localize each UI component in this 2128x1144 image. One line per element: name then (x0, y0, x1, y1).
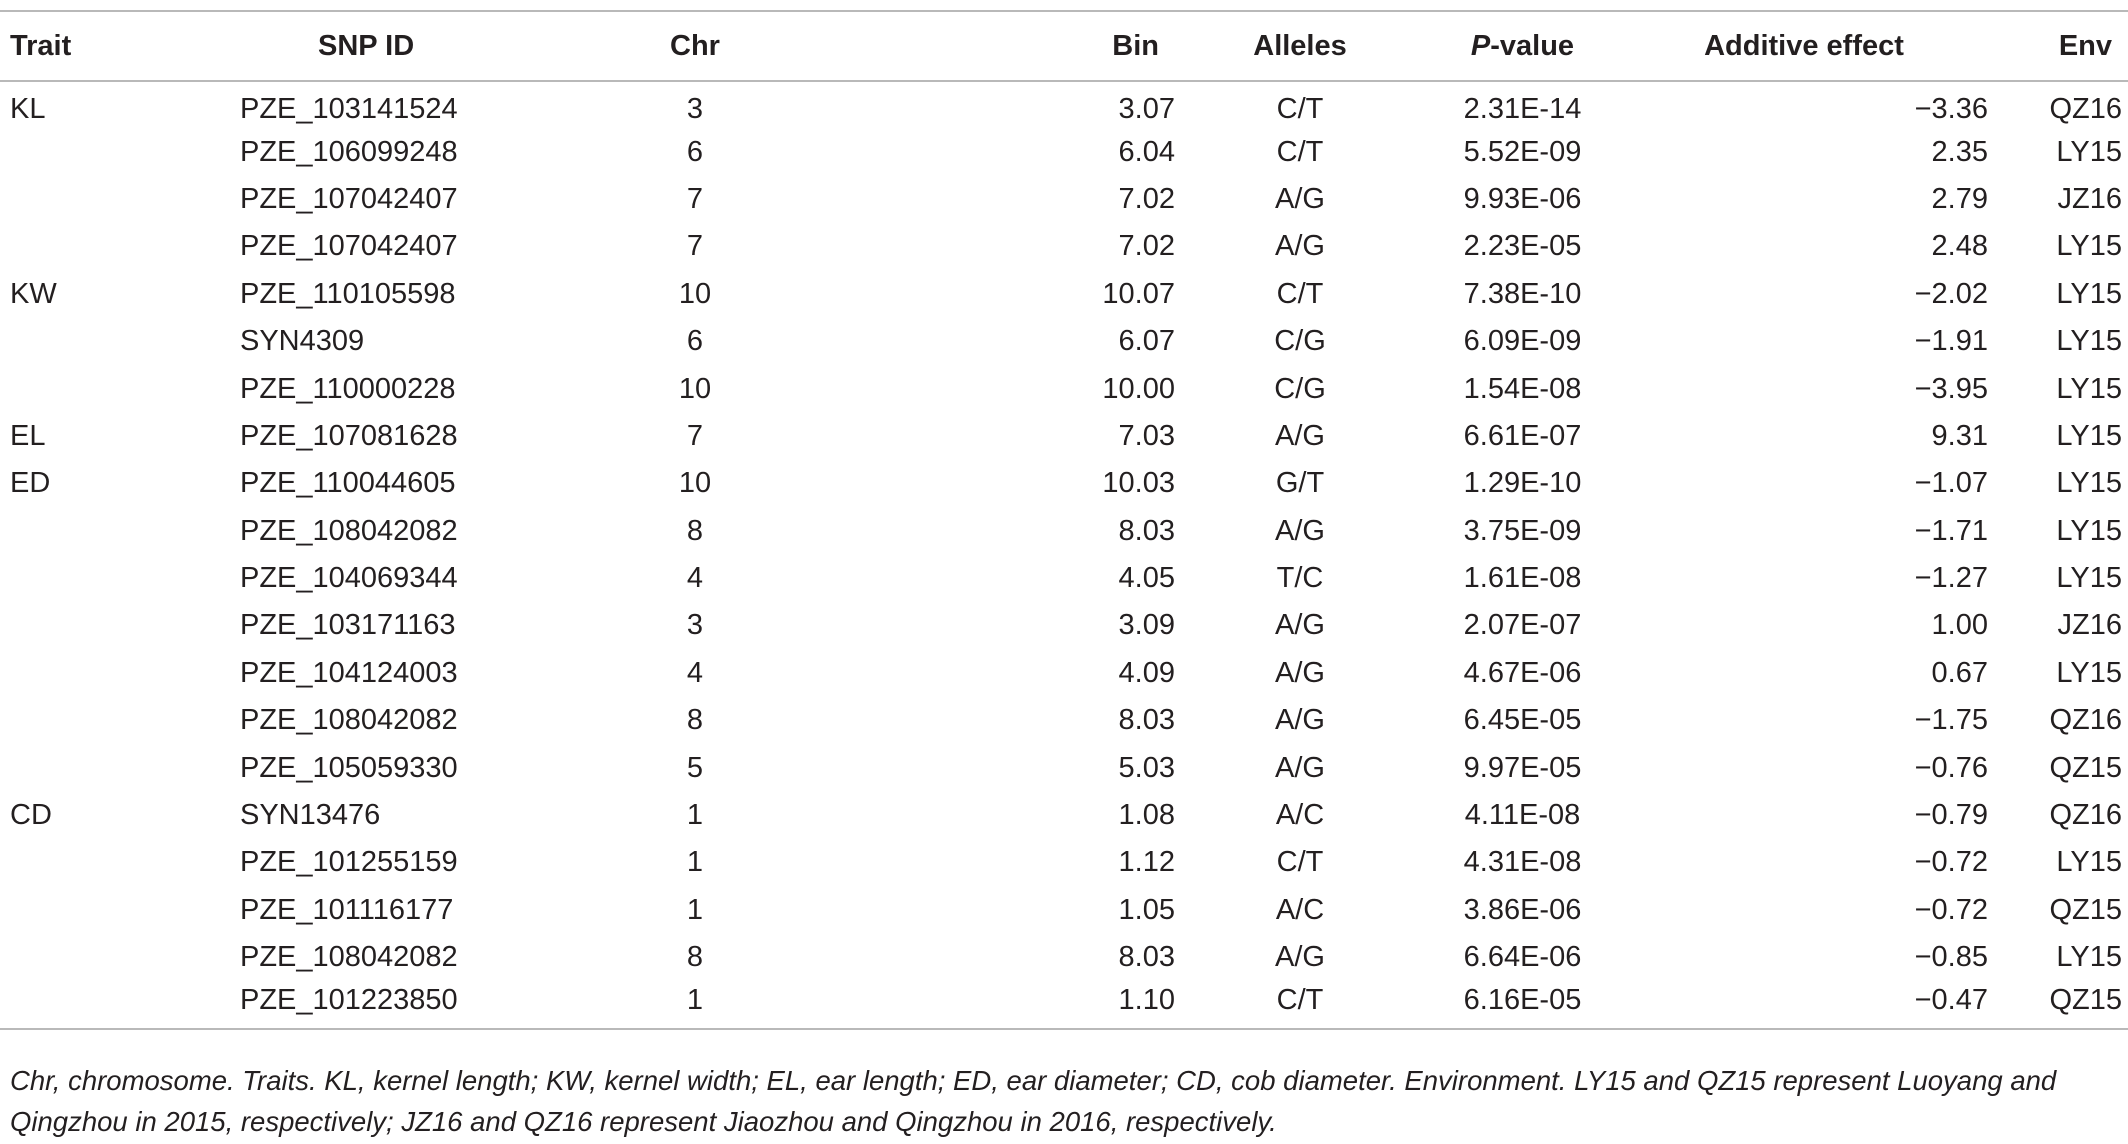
cell-env: JZ16 (2057, 182, 2122, 215)
cell-snp-id: PZE_106099248 (240, 135, 458, 168)
cell-env: JZ16 (2057, 609, 2122, 642)
cell-alleles: A/G (1275, 941, 1325, 974)
cell-bin: 5.03 (1118, 751, 1175, 784)
cell-trait (0, 508, 240, 555)
cell-snp-id: SYN13476 (240, 799, 381, 832)
cell-additive-effect: 1.00 (1931, 609, 1988, 642)
cell-env: LY15 (2056, 230, 2122, 263)
cell-trait: CD (10, 799, 52, 832)
cell-snp-id: PZE_108042082 (240, 514, 458, 547)
cell-env: LY15 (2056, 467, 2122, 500)
table-row (0, 792, 2128, 839)
cell-snp-id: PZE_108042082 (240, 941, 458, 974)
cell-env: LY15 (2056, 419, 2122, 452)
cell-alleles: C/G (1274, 325, 1326, 358)
gwas-table-container (0, 10, 2128, 1030)
cell-p-value: 4.11E-08 (1464, 799, 1581, 832)
cell-snp-id: PZE_105059330 (240, 751, 458, 784)
header-additive-effect: Additive effect (1620, 11, 1988, 81)
cell-additive-effect: −1.91 (1914, 325, 1988, 358)
cell-env: QZ15 (2049, 893, 2122, 926)
cell-p-value: 6.09E-09 (1463, 325, 1582, 358)
cell-additive-effect: −2.02 (1914, 277, 1988, 310)
cell-p-value: 6.64E-06 (1463, 941, 1582, 974)
cell-trait (0, 318, 240, 365)
header-row (0, 11, 2128, 81)
table-row (0, 81, 2128, 128)
table-row (0, 271, 2128, 318)
cell-alleles: T/C (1276, 562, 1324, 595)
header-bin: Bin (815, 11, 1175, 81)
cell-alleles: C/G (1274, 372, 1326, 405)
header-p-rest: -value (1490, 29, 1575, 62)
table-row (0, 839, 2128, 886)
cell-chr: 10 (678, 372, 712, 405)
cell-chr: 7 (686, 230, 704, 263)
cell-p-value: 6.61E-07 (1463, 419, 1582, 452)
cell-snp-id: PZE_110105598 (240, 277, 456, 310)
cell-trait: EL (10, 419, 46, 452)
cell-additive-effect: −1.27 (1914, 562, 1988, 595)
cell-env: QZ15 (1988, 981, 2128, 1028)
header-env: Env (1988, 11, 2128, 81)
cell-additive-effect: −1.71 (1914, 514, 1988, 547)
cell-env: LY15 (2056, 656, 2122, 689)
cell-env: QZ16 (2049, 92, 2122, 125)
cell-bin: 10.03 (1102, 467, 1175, 500)
cell-bin: 4.05 (1118, 562, 1175, 595)
cell-bin: 4.09 (1118, 656, 1175, 689)
cell-alleles: A/G (1275, 419, 1325, 452)
cell-alleles: C/T (1276, 92, 1324, 125)
cell-bin: 8.03 (1118, 514, 1175, 547)
cell-bin: 10.00 (1102, 372, 1175, 405)
cell-p-value: 9.93E-06 (1463, 182, 1582, 215)
cell-bin: 1.12 (1118, 846, 1175, 879)
cell-trait: KW (10, 277, 57, 310)
cell-alleles: A/G (1275, 230, 1325, 263)
cell-additive-effect: −0.72 (1914, 846, 1988, 879)
cell-env: LY15 (2056, 325, 2122, 358)
cell-p-value: 2.07E-07 (1463, 609, 1582, 642)
cell-alleles: A/C (1275, 893, 1325, 926)
table-row (0, 981, 2128, 1028)
cell-chr: 3 (686, 609, 704, 642)
cell-trait (0, 602, 240, 649)
header-trait: Trait (0, 11, 240, 81)
header-alleles: Alleles (1175, 11, 1425, 81)
cell-p-value: 7.38E-10 (1463, 277, 1582, 310)
cell-additive-effect: 0.67 (1931, 656, 1988, 689)
cell-snp-id: PZE_103171163 (240, 609, 456, 642)
cell-bin: 3.09 (1118, 609, 1175, 642)
cell-alleles: A/G (1275, 656, 1325, 689)
table-row (0, 223, 2128, 270)
cell-trait (0, 176, 240, 223)
gwas-snp-table (0, 10, 2128, 1030)
cell-bin: 7.02 (1118, 230, 1175, 263)
cell-chr: 1 (686, 893, 704, 926)
cell-p-value: 6.45E-05 (1463, 704, 1582, 737)
cell-chr: 5 (686, 751, 704, 784)
cell-bin: 8.03 (1118, 704, 1175, 737)
cell-alleles: A/G (1275, 751, 1325, 784)
cell-chr: 10 (678, 277, 712, 310)
cell-snp-id: PZE_108042082 (240, 704, 458, 737)
cell-additive-effect: −0.76 (1914, 751, 1988, 784)
cell-alleles: A/C (1275, 799, 1325, 832)
cell-p-value: 5.52E-09 (1463, 135, 1582, 168)
header-snp-id: SNP ID (240, 11, 575, 81)
cell-bin: 1.10 (815, 981, 1175, 1028)
cell-env: LY15 (2056, 562, 2122, 595)
cell-alleles: A/G (1275, 182, 1325, 215)
cell-env: QZ16 (2049, 799, 2122, 832)
cell-chr: 7 (686, 182, 704, 215)
cell-alleles: C/T (1276, 277, 1324, 310)
table-row (0, 555, 2128, 602)
cell-env: QZ16 (2049, 704, 2122, 737)
cell-trait (0, 744, 240, 791)
cell-p-value: 1.29E-10 (1463, 467, 1582, 500)
cell-snp-id: PZE_107042407 (240, 230, 458, 263)
table-row (0, 887, 2128, 934)
cell-env: LY15 (2056, 372, 2122, 405)
cell-p-value: 4.67E-06 (1463, 656, 1582, 689)
table-row (0, 365, 2128, 412)
cell-bin: 7.02 (1118, 182, 1175, 215)
cell-snp-id: PZE_104069344 (240, 562, 458, 595)
cell-chr: 8 (686, 704, 704, 737)
table-row (0, 697, 2128, 744)
cell-bin: 8.03 (1118, 941, 1175, 974)
cell-p-value: 2.23E-05 (1463, 230, 1582, 263)
cell-chr: 1 (686, 846, 704, 879)
cell-additive-effect: −0.79 (1914, 799, 1988, 832)
cell-trait (0, 650, 240, 697)
cell-bin: 6.07 (1118, 325, 1175, 358)
cell-additive-effect: 2.35 (1931, 135, 1988, 168)
table-header (0, 11, 2128, 81)
cell-env: LY15 (2056, 514, 2122, 547)
cell-snp-id: PZE_104124003 (240, 656, 458, 689)
cell-additive-effect: −1.75 (1914, 704, 1988, 737)
table-row (0, 176, 2128, 223)
cell-env: LY15 (2056, 135, 2122, 168)
header-p-value (1425, 11, 1620, 81)
cell-chr: 4 (686, 656, 704, 689)
cell-alleles: A/G (1275, 609, 1325, 642)
cell-trait: KL (10, 92, 46, 125)
cell-alleles: G/T (1275, 467, 1325, 500)
cell-trait (0, 223, 240, 270)
cell-p-value: 3.75E-09 (1463, 514, 1582, 547)
cell-bin: 7.03 (1118, 419, 1175, 452)
cell-chr: 8 (686, 941, 704, 974)
cell-additive-effect: −0.85 (1914, 941, 1988, 974)
cell-p-value: 1.61E-08 (1463, 562, 1582, 595)
cell-trait (0, 365, 240, 412)
cell-alleles: C/T (1276, 846, 1324, 879)
cell-p-value: 3.86E-06 (1463, 893, 1582, 926)
cell-bin: 6.04 (1118, 135, 1175, 168)
cell-env: LY15 (2056, 846, 2122, 879)
cell-p-value: 9.97E-05 (1463, 751, 1582, 784)
cell-chr: 8 (686, 514, 704, 547)
cell-chr: 3 (686, 92, 704, 125)
header-p-italic: P (1470, 29, 1491, 62)
table-row (0, 508, 2128, 555)
cell-snp-id: PZE_103141524 (240, 92, 458, 125)
table-row (0, 744, 2128, 791)
cell-additive-effect: −0.47 (1620, 981, 1988, 1028)
cell-bin: 10.07 (1102, 277, 1175, 310)
cell-trait (0, 981, 240, 1028)
table-row (0, 318, 2128, 365)
cell-trait: ED (10, 467, 51, 500)
cell-env: QZ15 (2049, 751, 2122, 784)
table-row (0, 460, 2128, 507)
cell-additive-effect: 2.48 (1931, 230, 1988, 263)
table-row (0, 934, 2128, 981)
cell-p-value: 1.54E-08 (1463, 372, 1582, 405)
cell-trait (0, 887, 240, 934)
cell-snp-id: PZE_110044605 (240, 467, 456, 500)
cell-chr: 4 (686, 562, 704, 595)
cell-snp-id: PZE_101116177 (240, 893, 454, 926)
table-row (0, 413, 2128, 460)
cell-additive-effect: −1.07 (1914, 467, 1988, 500)
cell-trait (0, 934, 240, 981)
cell-env: LY15 (2056, 277, 2122, 310)
cell-p-value: 4.31E-08 (1463, 846, 1582, 879)
table-body (0, 81, 2128, 1029)
cell-p-value: 6.16E-05 (1425, 981, 1620, 1028)
cell-snp-id: PZE_101223850 (240, 981, 575, 1028)
cell-chr: 1 (575, 981, 815, 1028)
cell-trait (0, 555, 240, 602)
cell-alleles: A/G (1275, 704, 1325, 737)
cell-chr: 7 (686, 419, 704, 452)
table-row (0, 650, 2128, 697)
cell-trait (0, 697, 240, 744)
cell-snp-id: PZE_110000228 (240, 372, 456, 405)
cell-bin: 3.07 (1118, 92, 1175, 125)
cell-env: LY15 (2056, 941, 2122, 974)
cell-snp-id: PZE_107042407 (240, 182, 458, 215)
cell-alleles: A/G (1275, 514, 1325, 547)
cell-p-value: 2.31E-14 (1463, 92, 1582, 125)
cell-bin: 1.08 (1118, 799, 1175, 832)
cell-trait (0, 128, 240, 175)
cell-additive-effect: 9.31 (1931, 419, 1988, 452)
cell-additive-effect: 2.79 (1931, 182, 1988, 215)
cell-chr: 1 (686, 799, 704, 832)
cell-snp-id: PZE_107081628 (240, 419, 458, 452)
cell-bin: 1.05 (1118, 893, 1175, 926)
table-footnote: Chr, chromosome. Traits. KL, kernel length; KW, kernel width; EL, ear length; ED, ear diameter; CD, cob diameter. Environment. LY15 and QZ15 represent Luoyang and Qingzhou in 2015, respectively; JZ16 and QZ16 represent Jiaozhou and Qingzhou in 2016, respectively. (10, 1065, 2057, 1137)
cell-additive-effect: −3.95 (1914, 372, 1988, 405)
table-row (0, 128, 2128, 175)
cell-alleles: C/T (1175, 981, 1425, 1028)
cell-additive-effect: −3.36 (1914, 92, 1988, 125)
cell-chr: 6 (686, 325, 704, 358)
cell-snp-id: SYN4309 (240, 325, 365, 358)
cell-chr: 6 (686, 135, 704, 168)
cell-trait (0, 839, 240, 886)
table-row (0, 602, 2128, 649)
cell-alleles: C/T (1276, 135, 1324, 168)
header-chr: Chr (575, 11, 815, 81)
cell-snp-id: PZE_101255159 (240, 846, 458, 879)
cell-chr: 10 (678, 467, 712, 500)
cell-additive-effect: −0.72 (1914, 893, 1988, 926)
